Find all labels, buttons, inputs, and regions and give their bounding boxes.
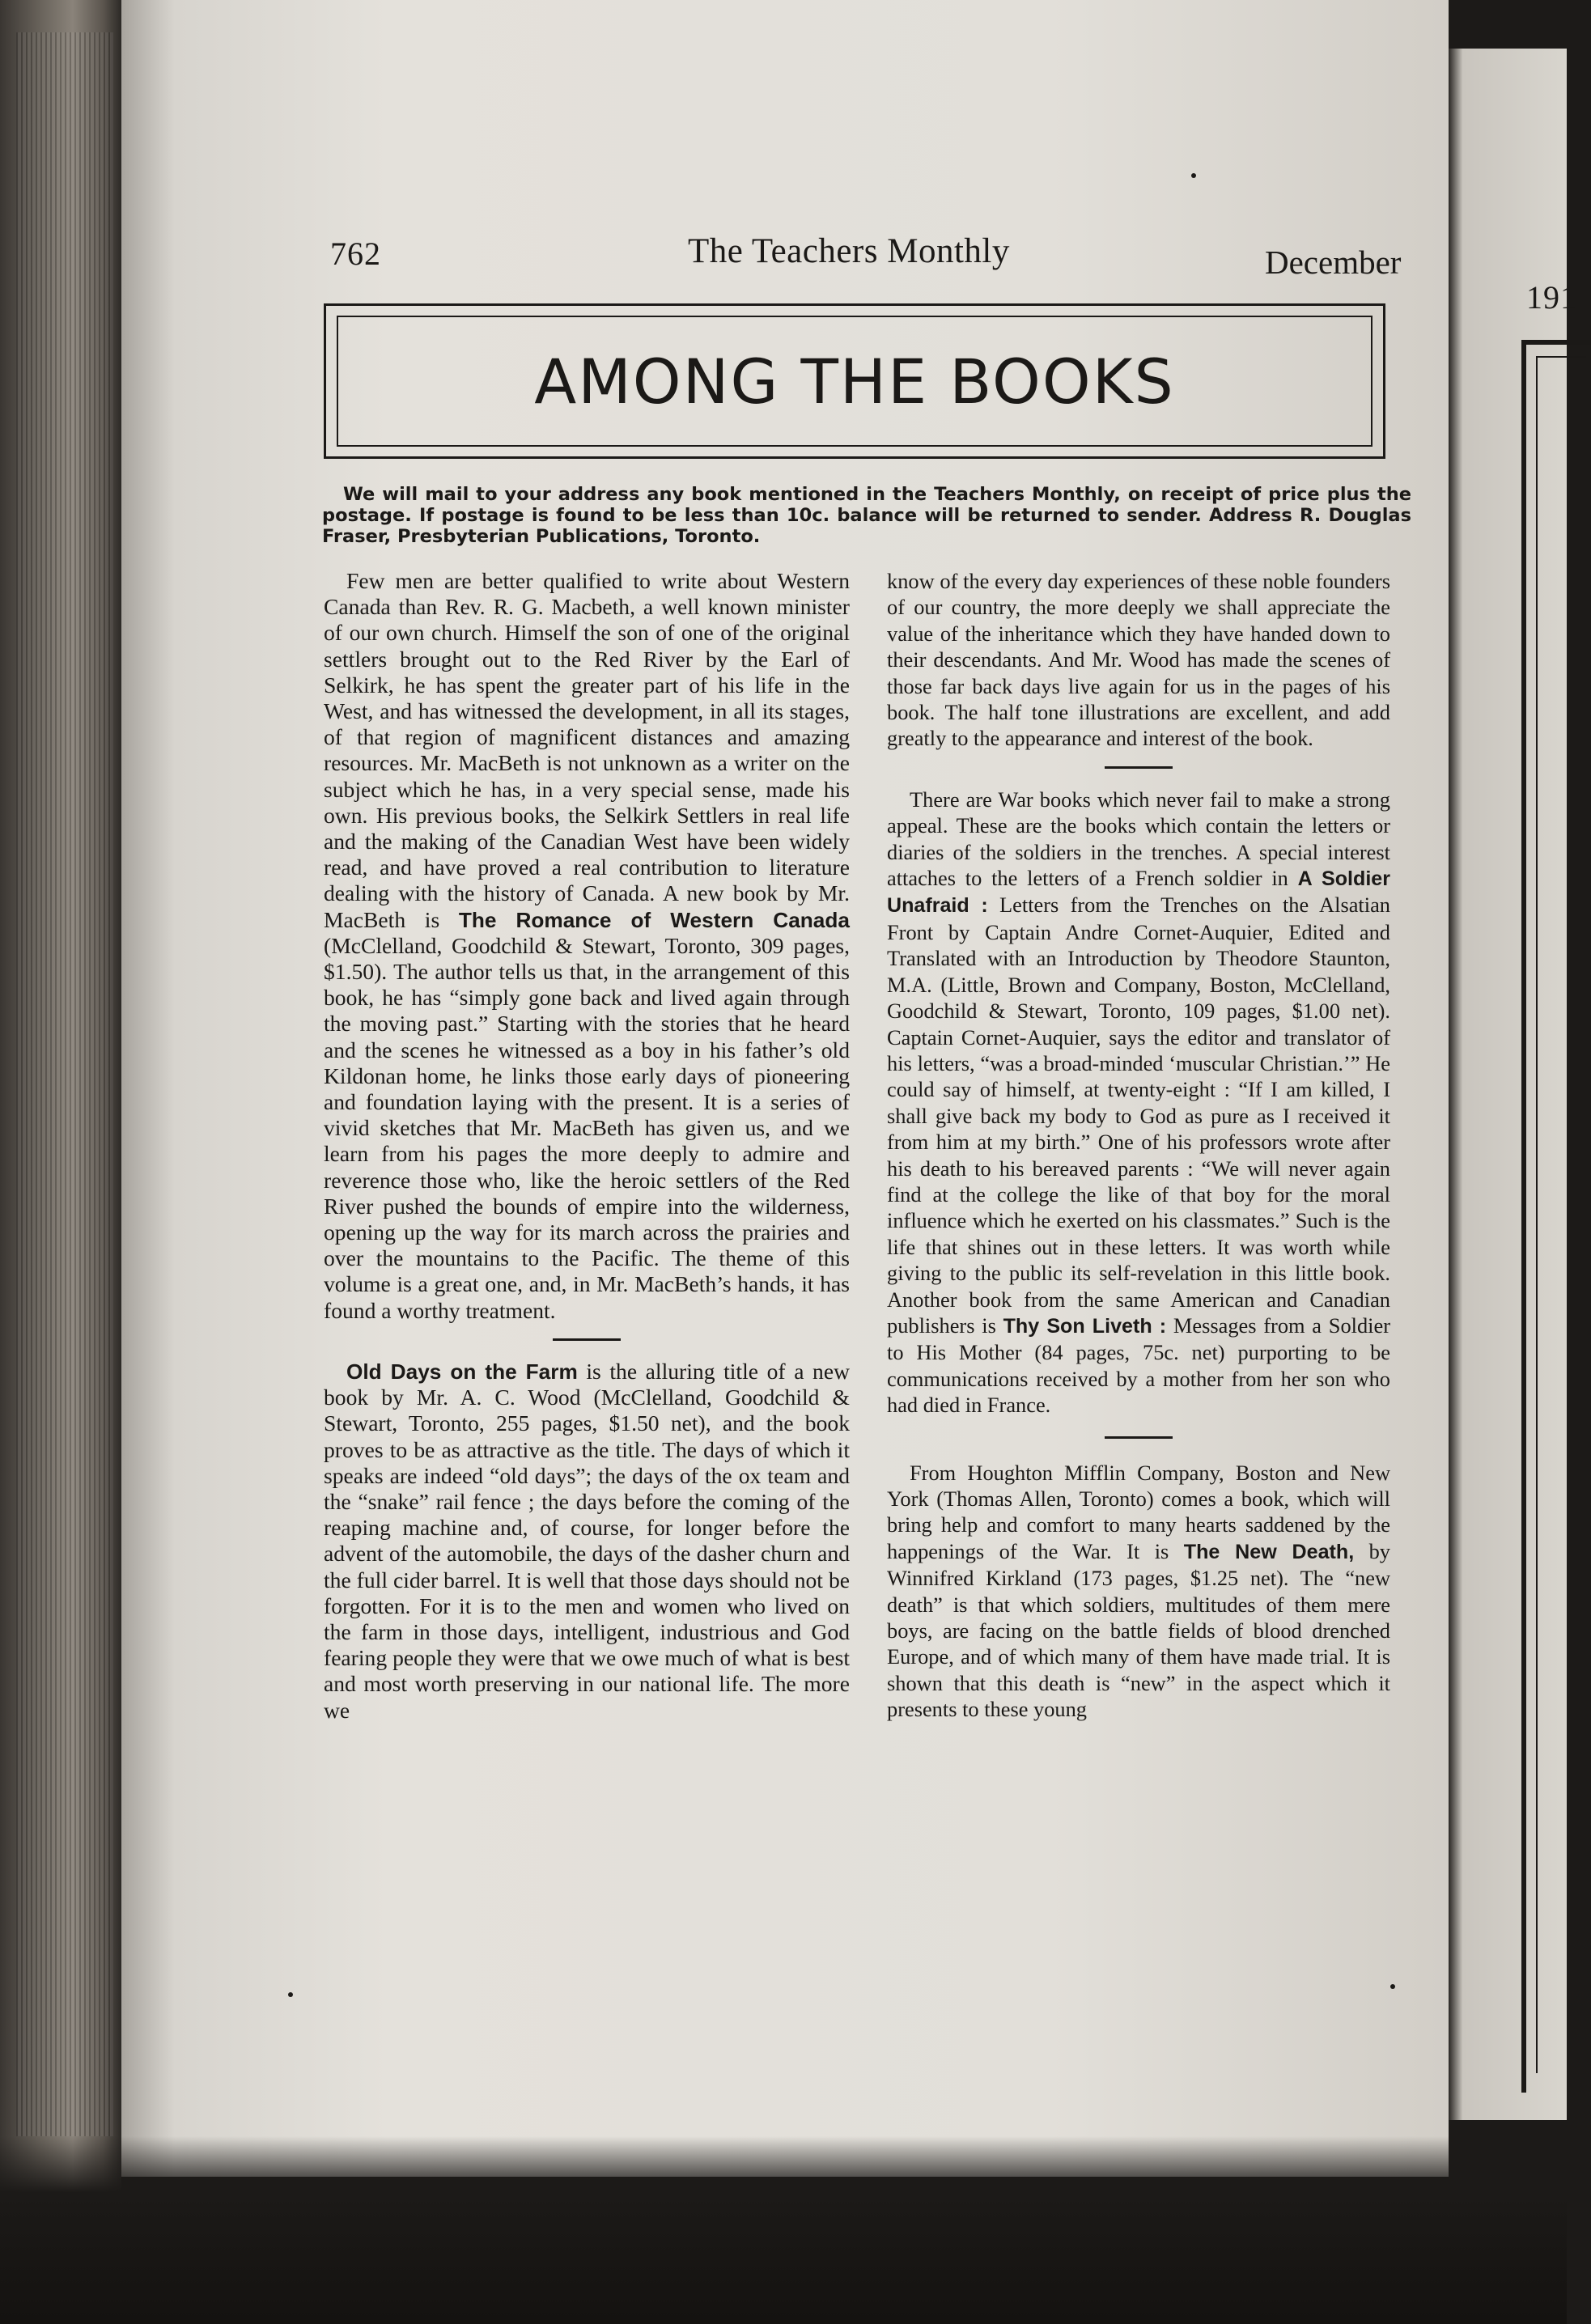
review-continuation: know of the every day experiences of these noble founders of our country, the more deeply we shall appreciate the value of the inheritance which they have handed down to their descendants. And Mr. Wood has made the scenes of those far back days live again for us in the pages of his book. The half tone illustrations are excellent, and add greatly to the appearance and interest of the book.	[887, 569, 1390, 751]
bottom-shadow	[0, 2136, 1567, 2324]
mail-order-notice	[322, 484, 1411, 547]
ink-speck	[1390, 1984, 1395, 1989]
review-soldier-unafraid	[887, 787, 1390, 1419]
ink-speck	[1191, 173, 1196, 178]
review-text: There are War books which never fail to make a strong appeal. These are the books which contain the letters or diaries of the soldiers in the trenches. A special interest attaches to the letters of a French soldier in	[887, 787, 1390, 891]
review-text: Letters from the Trenches on the Alsatian Front by Captain Andre Cornet-Auquier, Edited and Translated with an Introduction by Theodore Staunton, M.A. (Little, Brown and Company, Boston, McClelland, Goodchild & Stewart, Toronto, 109 pages, $1.00 net). Captain Cornet-Auquier, says the editor and translator of his letters, “was a broad-minded ‘muscular Christian.’” He could say of himself, at twenty-eight : “If I am killed, I shall give back my body to God as pure as I received it from him at my birth.” One of his professors wrote after his death to his bereaved parents : “We will never again find at the college the like of that boy for the moral influence which he exerted on his classmates.” Such is the life that shines out in these letters. It was worth while giving to the public its self-revelation in this little book. Another book from the same American and Canadian publishers is	[887, 893, 1390, 1338]
notice-text: We will mail to your address any book mentioned in the Teachers Monthly, on receipt of price plus the postage. If postage is found to be less than 10c. balance will be returned to sender. Address R. Douglas Fraser, Presbyterian Publications, Toronto.	[322, 484, 1411, 547]
page-edges-stack	[16, 32, 113, 2136]
book-title: Thy Son Liveth :	[1003, 1314, 1167, 1338]
page-number: 762	[330, 235, 381, 272]
review-new-death	[887, 1460, 1390, 1723]
section-divider	[553, 1338, 621, 1341]
book-title: The Romance of Western Canada	[458, 907, 850, 932]
review-western-canada	[324, 568, 850, 1324]
section-divider	[1105, 766, 1173, 769]
title-frame-inner	[337, 316, 1373, 447]
review-text: Few men are better qualified to write about Western Canada than Rev. R. G. Macbeth, a well known minister of our own church. Himself the son of one of the original settlers brought out to the Red River by the Earl of Selkirk, he has spent the greater part of his life in the West, and has witnessed the development, in all its stages, of that region of magnificent distances and amazing resources. Mr. MacBeth is not unknown as a writer on the subject which he has, in a very special sense, made his own. His previous books, the Selkirk Settlers in real life and the making of the Canadian West have been widely read, and have proved a real contribution to literature dealing with the history of Canada. A new book by Mr. MacBeth is	[324, 568, 850, 932]
running-month: December	[1265, 244, 1402, 281]
facing-page-border-inner	[1536, 356, 1586, 2073]
right-column	[887, 568, 1390, 1723]
section-divider	[1105, 1436, 1173, 1439]
review-old-days-farm	[324, 1359, 850, 1724]
book-title: The New Death,	[1183, 1540, 1355, 1563]
facing-page-number: 191	[1526, 279, 1577, 316]
review-text: Messages from a Soldier to His Mother (84 pages, 75c. net) purporting to be communications received by a mother from her son who had died in France.	[887, 1313, 1391, 1418]
left-column	[324, 568, 850, 1724]
review-text: by Winnifred Kirkland (173 pages, $1.25 net). The “new death” is that which soldiers, multitudes of them mere boys, are facing on the battle fields of blood drenched Europe, and of which many of them have made trial. It is shown that this death is “new” in the aspect which it presents to these young	[887, 1538, 1391, 1722]
ink-speck	[288, 1992, 293, 1997]
book-title: Old Days on the Farm	[346, 1359, 578, 1384]
review-text: (McClelland, Goodchild & Stewart, Toronto, 309 pages, $1.50). The author tells us that, in the arrangement of this book, he has “simply gone back and lived again through the moving past.” Starting with the stories that he heard and the scenes he witnessed as a boy in his father’s old Kildonan home, he links those early days of pioneering and foundation laying with the present. It is a series of vivid sketches that Mr. MacBeth has given us, and we learn from his pages the more deeply to admire and reverence those who, like the heroic settlers of the Red River pushed the bounds of empire into the wilderness, opening up the way for its march across the prairies and over the mountains to the Pacific. The theme of this volume is a great one, and, in Mr. MacBeth’s hands, it has found a worthy treatment.	[324, 932, 850, 1323]
book-title: A Soldier Unafraid :	[887, 867, 1390, 918]
running-title: The Teachers Monthly	[688, 232, 1010, 270]
review-text: is the alluring title of a new book by Mr. A. C. Wood (McClelland, Goodchild & Stewart, Toronto, 255 pages, $1.50 net), and the book proves to be as attractive as the title. The days of which it speaks are indeed “old days”; the days of the ox team and the “snake” rail fence ; the days before the coming of the reaping machine and, of course, for longer before the advent of the automobile, the days of the dasher churn and the full cider barrel. It is well that those days should not be forgotten. For it is to the men and women who lived on the farm in those days, intelligent, industrious and God fearing people they were that we owe much of what is best and most worth preserving in our national life. The more we	[324, 1358, 851, 1723]
review-text: From Houghton Mifflin Company, Boston and New York (Thomas Allen, Toronto) comes a book, which will bring help and comfort to many hearts saddened by the happenings of the War. It is	[887, 1460, 1390, 1563]
section-title: AMONG THE BOOKS	[534, 345, 1175, 418]
